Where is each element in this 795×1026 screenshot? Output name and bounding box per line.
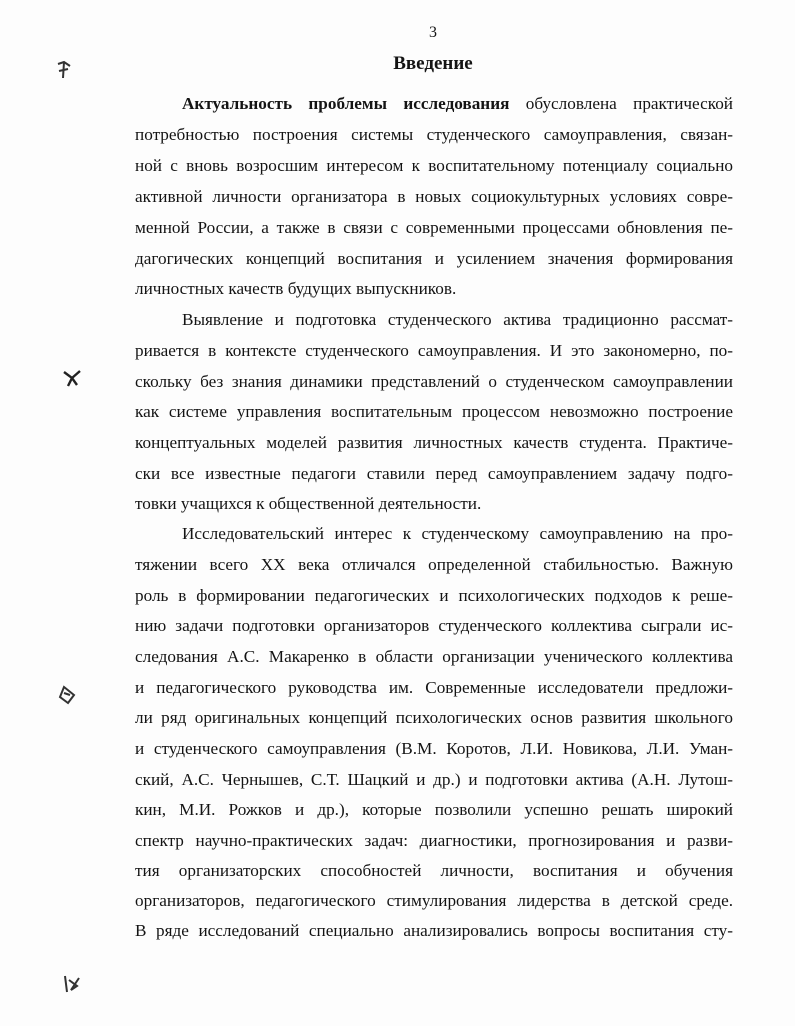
paragraph-3-line-9: ский, А.С. Чернышев, С.Т. Шацкий и др.) и подготовки актива (А.Н. Лутош- — [135, 770, 733, 789]
binding-mark-3 — [56, 683, 80, 707]
paragraph-1-line-1: Актуальность проблемы исследования обусловлена практической — [182, 94, 733, 113]
paragraph-3-line-12: тия организаторских способностей личности, воспитания и обучения — [135, 861, 733, 880]
paragraph-2-line-5: концептуальных моделей развития личностных качеств студента. Практиче- — [135, 433, 733, 452]
paragraph-3-line-3: роль в формировании педагогических и психологических подходов к реше- — [135, 586, 733, 605]
paragraph-2-line-1: Выявление и подготовка студенческого актива традиционно рассмат- — [182, 310, 733, 329]
section-heading: Введение — [393, 53, 473, 74]
paragraph-3-line-6: и педагогического руководства им. Современные исследователи предложи- — [135, 678, 733, 697]
paragraph-1-line-3: ной с вновь возросшим интересом к воспитательному потенциалу социально — [135, 156, 733, 175]
paragraph-2-line-4: как системе управления воспитательным процессом невозможно построение — [135, 402, 733, 421]
paragraph-3-line-8: и студенческого самоуправления (В.М. Коротов, Л.И. Новикова, Л.И. Уман- — [135, 739, 733, 758]
paragraph-4-line-1: В ряде исследований специально анализировались вопросы воспитания сту- — [135, 921, 733, 940]
paragraph-1-lead: Актуальность проблемы исследования — [182, 94, 510, 113]
paragraph-2-line-3: скольку без знания динамики представлений о студенческом самоуправлении — [135, 372, 733, 391]
paragraph-1-line-6: дагогических концепций воспитания и усилением значения формирования — [135, 249, 733, 268]
paragraph-2-line-6: ски все известные педагоги ставили перед самоуправлением задачу подго- — [135, 464, 733, 483]
paragraph-3-line-11: спектр научно-практических задач: диагностики, прогнозирования и разви- — [135, 831, 733, 850]
paragraph-3-line-2: тяжении всего XX века отличался определенной стабильностью. Важную — [135, 555, 733, 574]
paragraph-2-line-2: ривается в контексте студенческого самоуправления. И это закономерно, по- — [135, 341, 733, 360]
paragraph-2-line-7: товки учащихся к общественной деятельности. — [135, 494, 482, 513]
paragraph-1-line-4: активной личности организатора в новых социокультурных условиях совре- — [135, 187, 733, 206]
paragraph-1-line-5: менной России, а также в связи с современными процессами обновления пе- — [135, 218, 733, 237]
page-number: 3 — [429, 24, 437, 41]
paragraph-3-line-7: ли ряд оригинальных концепций психологических основ развития школьного — [135, 708, 733, 727]
paragraph-1-line-7: личностных качеств будущих выпускников. — [135, 279, 457, 298]
paragraph-3-line-4: нию задачи подготовки организаторов студенческого коллектива сыграли ис- — [135, 616, 733, 635]
paragraph-3-line-5: следования А.С. Макаренко в области организации ученического коллектива — [135, 647, 733, 666]
paragraph-3-line-10: кин, М.И. Рожков и др.), которые позволили успешно решать широкий — [135, 800, 733, 819]
binding-mark-2 — [60, 366, 84, 390]
paragraph-3-line-13: организаторов, педагогического стимулирования лидерства в детской среде. — [135, 891, 733, 910]
paragraph-3-line-1: Исследовательский интерес к студенческому самоуправлению на про- — [182, 524, 733, 543]
binding-mark-4 — [60, 972, 84, 996]
paragraph-1-line-2: потребностью построения системы студенческого самоуправления, связан- — [135, 125, 733, 144]
